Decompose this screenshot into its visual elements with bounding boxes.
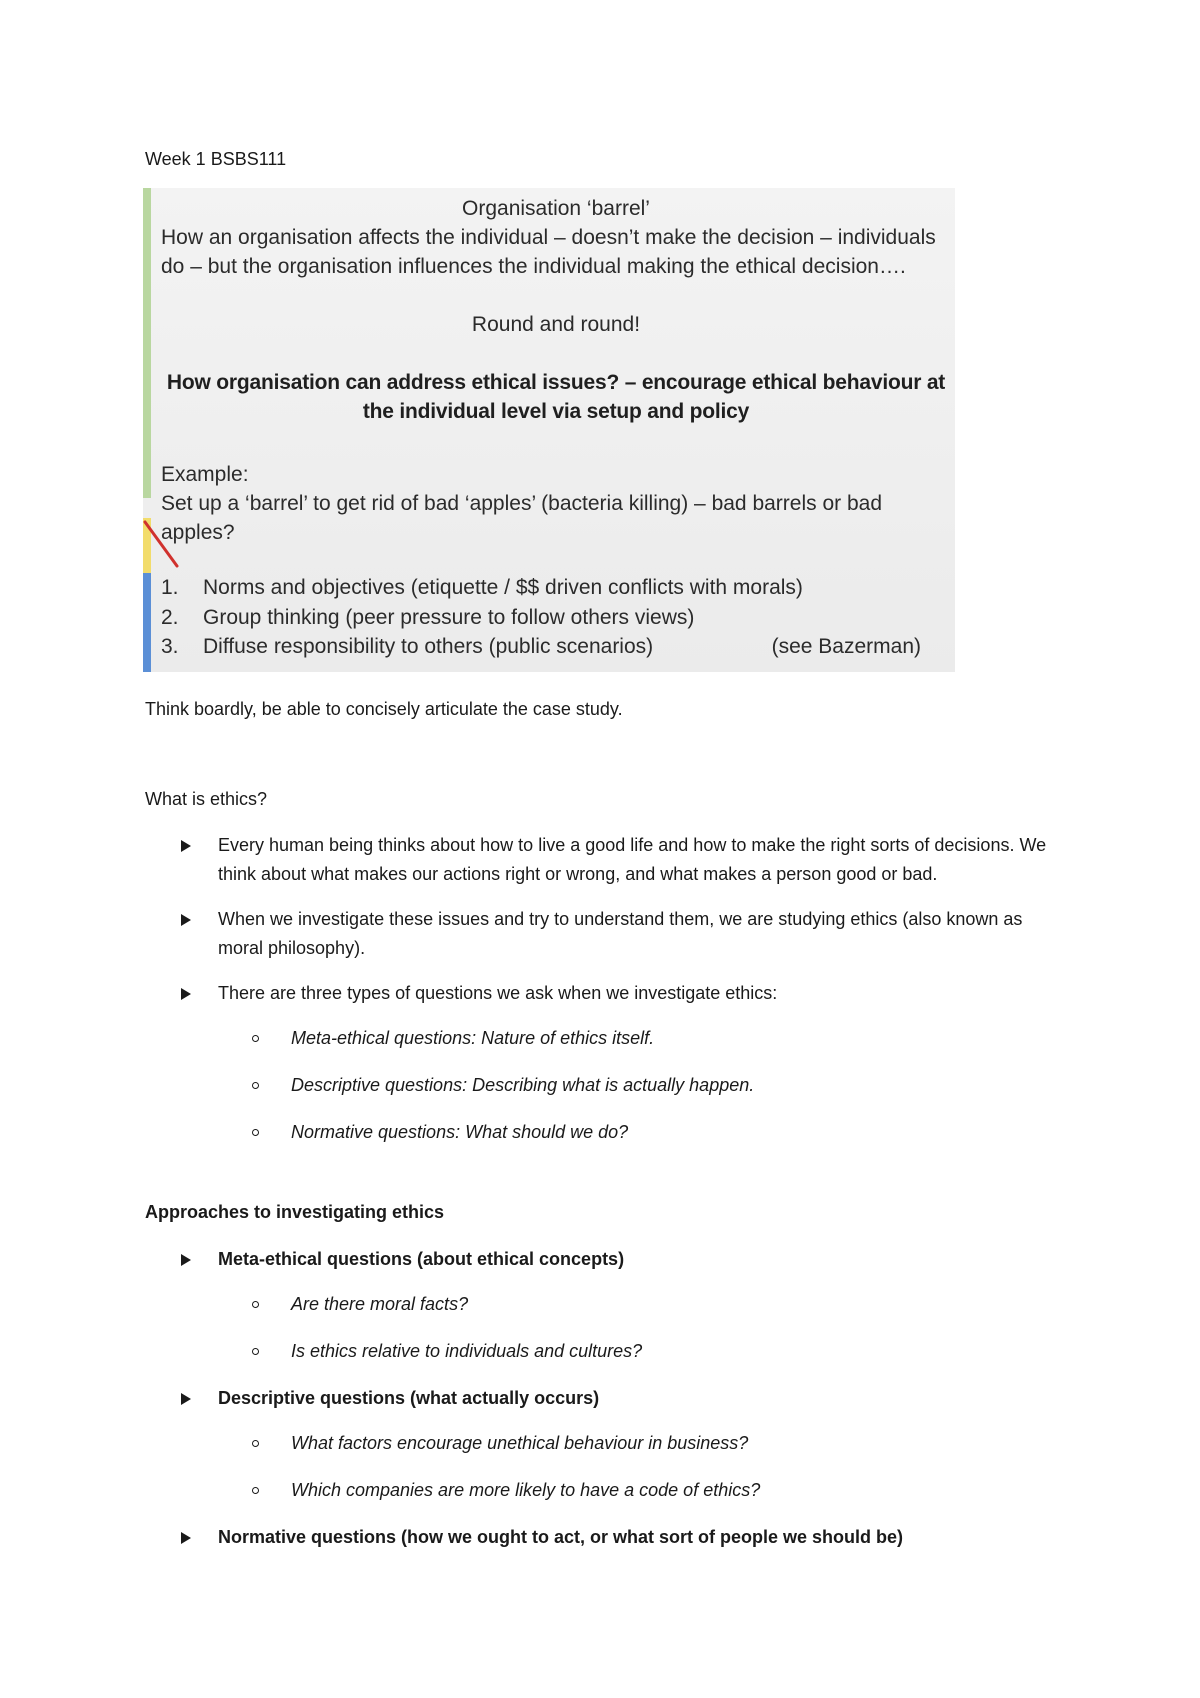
approach-sub-item [145, 1476, 1065, 1505]
slide-list-text: Diffuse responsibility to others (public scenarios) [203, 635, 654, 658]
sub-bullet-item [145, 1118, 1065, 1147]
slide-blue-bar [143, 573, 151, 672]
slide-bold-question: How organisation can address ethical issues? – encourage ethical behaviour at the individual level via setup and policy [166, 371, 946, 423]
approach-sub-text: Are there moral facts? [291, 1294, 469, 1314]
slide-list-item [161, 632, 951, 662]
triangle-bullet-icon [181, 1393, 191, 1405]
slide-example-text: Set up a ‘barrel’ to get rid of bad ‘apples’ (bacteria killing) – bad barrels or bad apples? [161, 492, 883, 544]
slide-paragraph: How an organisation affects the individual – doesn’t make the decision – individuals do – but the organisation influences the individual making the ethical decision…. [161, 226, 936, 278]
approach-item [145, 1523, 1065, 1552]
triangle-bullet-icon [181, 988, 191, 1000]
triangle-bullet-icon [181, 914, 191, 926]
case-study-note: Think boardly, be able to concisely articulate the case study. [145, 699, 623, 719]
slide-list-number: 3. [161, 635, 179, 658]
approach-sub-text: Is ethics relative to individuals and cultures? [291, 1341, 643, 1361]
slide-numbered-list [161, 573, 951, 662]
triangle-bullet-icon [181, 840, 191, 852]
bullet-item [145, 979, 1065, 1008]
bullet-item [145, 905, 1065, 963]
what-is-ethics-heading: What is ethics? [145, 789, 268, 809]
circle-bullet-icon [252, 1082, 259, 1089]
slide-example-label: Example: [161, 463, 249, 486]
circle-bullet-icon [252, 1348, 259, 1355]
approach-item [145, 1245, 1065, 1274]
sub-bullet-text: Descriptive questions: Describing what is actually happen. [291, 1075, 755, 1095]
bullet-text: When we investigate these issues and try to understand them, we are studying ethics (also known as moral philosophy). [218, 909, 1023, 958]
document-heading: Week 1 BSBS111 [145, 149, 287, 169]
approach-sub-text: What factors encourage unethical behaviour in business? [291, 1433, 749, 1453]
slide-list-item [161, 573, 951, 603]
slide-green-bar [143, 188, 151, 498]
approach-sub-item [145, 1337, 1065, 1366]
slide-list-text: Group thinking (peer pressure to follow others views) [203, 605, 695, 629]
circle-bullet-icon [252, 1301, 259, 1308]
circle-bullet-icon [252, 1035, 259, 1042]
sub-bullet-text: Normative questions: What should we do? [291, 1122, 629, 1142]
slide-image [143, 188, 955, 672]
approaches-list [145, 1245, 1065, 1568]
approach-item [145, 1384, 1065, 1413]
slide-list-number: 2. [161, 605, 179, 629]
circle-bullet-icon [252, 1440, 259, 1447]
circle-bullet-icon [252, 1487, 259, 1494]
bullet-text: There are three types of questions we ask when we investigate ethics: [218, 983, 778, 1003]
approach-label: Normative questions (how we ought to act, or what sort of people we should be) [218, 1527, 904, 1547]
triangle-bullet-icon [181, 1532, 191, 1544]
approach-sub-text: Which companies are more likely to have a code of ethics? [291, 1480, 761, 1500]
sub-bullet-text: Meta-ethical questions: Nature of ethics itself. [291, 1028, 655, 1048]
approach-label: Meta-ethical questions (about ethical concepts) [218, 1249, 625, 1269]
approaches-heading: Approaches to investigating ethics [145, 1202, 445, 1222]
approach-sub-item [145, 1290, 1065, 1319]
slide-list-item [161, 603, 951, 633]
sub-bullet-item [145, 1024, 1065, 1053]
slide-list-text: Norms and objectives (etiquette / $$ driven conflicts with morals) [203, 576, 803, 599]
sub-bullet-item [145, 1071, 1065, 1100]
slide-see-note: (see Bazerman) [771, 635, 921, 658]
circle-bullet-icon [252, 1129, 259, 1136]
triangle-bullet-icon [181, 1254, 191, 1266]
slide-round-text: Round and round! [471, 313, 641, 336]
ethics-bullet-list [145, 831, 1065, 1165]
bullet-item [145, 831, 1065, 889]
bullet-text: Every human being thinks about how to live a good life and how to make the right sorts of decisions. We think about what makes our actions right or wrong, and what makes a person good or bad. [218, 835, 1047, 884]
approach-sub-item [145, 1429, 1065, 1458]
approach-label: Descriptive questions (what actually occurs) [218, 1388, 600, 1408]
slide-title: Organisation ‘barrel’ [462, 197, 650, 220]
slide-list-number: 1. [161, 576, 179, 599]
